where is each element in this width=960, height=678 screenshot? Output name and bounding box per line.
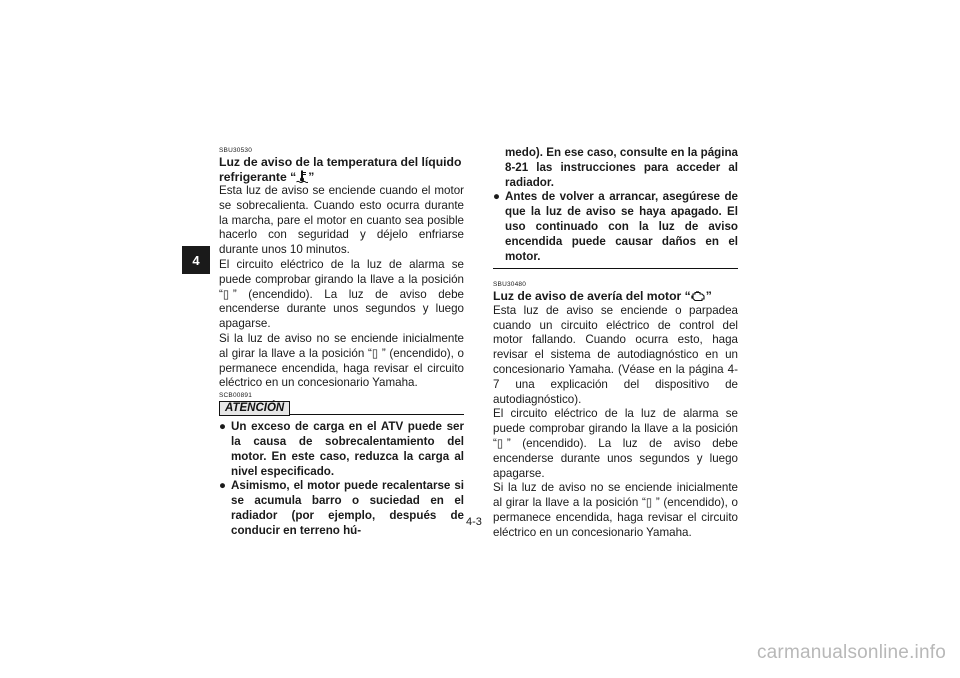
attention-end-rule bbox=[493, 268, 738, 269]
paragraph: Esta luz de aviso se enciende cuando el motor se sobrecalienta. Cuando esto ocurra durante la marcha, pare el motor en cuanto sea posible hacerlo con seguridad y déjelo enfriarse durante unos 10 minutos. bbox=[219, 184, 464, 257]
watermark: carmanualsonline.info bbox=[756, 642, 946, 663]
text-run: El circuito eléctrico de la luz de alarma se puede comprobar girando la llave a la posición “ bbox=[219, 257, 464, 301]
text-run: Si la luz de aviso no se enciende inicialmente al girar la llave a la posición “ bbox=[493, 481, 738, 510]
engine-trouble-icon bbox=[691, 289, 706, 303]
attention-header bbox=[219, 401, 464, 416]
attention-list bbox=[219, 420, 464, 538]
chapter-tab: 4 bbox=[182, 246, 210, 274]
text-run: ” (encendido). La luz de aviso debe encenderse durante unos segundos y luego apagarse. bbox=[493, 437, 738, 480]
section-code: SCB00891 bbox=[219, 392, 253, 400]
paragraph: Esta luz de aviso se enciende o parpadea cuando un circuito eléctrico de control del motor fallando. Cuando ocurra esto, haga revisar el sistema de autodiagnóstico en un concesionario Yamaha. (Véase en la página 4-7 una explicación del dispositivo de autodiagnóstico). bbox=[493, 303, 738, 406]
paragraph bbox=[219, 332, 464, 391]
paragraph bbox=[493, 407, 738, 481]
title-line: refrigerante “ bbox=[219, 169, 297, 184]
paragraph bbox=[219, 258, 464, 332]
key-on-symbol: ▯ bbox=[222, 287, 230, 301]
right-column bbox=[493, 146, 738, 541]
list-item-text: Asimismo, el motor puede recalentarse si se acumula barro o suciedad en el radiador (por ejemplo, después de conducir en terreno hú- bbox=[231, 479, 464, 537]
key-on-symbol: ▯ bbox=[371, 346, 379, 360]
text-run: El circuito eléctrico de la luz de alarma se puede comprobar girando la llave a la posición “ bbox=[493, 407, 738, 451]
key-on-symbol: ▯ bbox=[496, 437, 504, 451]
coolant-temperature-icon bbox=[296, 170, 308, 184]
list-item-text: Un exceso de carga en el ATV puede ser la causa de sobrecalentamiento del motor. En este caso, reduzca la carga al nivel especificado. bbox=[231, 420, 464, 478]
section-code: SBU30480 bbox=[493, 281, 527, 289]
attention-label: ATENCIÓN bbox=[219, 401, 290, 416]
attention-rule bbox=[290, 414, 464, 415]
section-title-coolant bbox=[219, 155, 464, 184]
title-line: ” bbox=[308, 169, 315, 184]
section-code: SBU30530 bbox=[219, 147, 253, 154]
left-column bbox=[219, 147, 464, 539]
text-run: ” (encendido), o permanece encendida, haga revisar el circuito eléctrico en un concesionario Yamaha. bbox=[493, 496, 738, 539]
key-on-symbol: ▯ bbox=[645, 496, 653, 510]
text-run: ” (encendido), o permanece encendida, haga revisar el circuito eléctrico en un concesionario Yamaha. bbox=[219, 346, 464, 390]
attention-list bbox=[493, 190, 738, 264]
title-line: Luz de aviso de la temperatura del líquido bbox=[219, 155, 462, 169]
bullet-icon: ● bbox=[493, 190, 501, 204]
list-item bbox=[493, 190, 738, 264]
title-line: Luz de aviso de avería del motor “ bbox=[493, 289, 691, 304]
bullet-icon: ● bbox=[219, 420, 227, 434]
text-run: ” (encendido). La luz de aviso debe encenderse durante unos segundos y luego apagarse. bbox=[219, 287, 464, 331]
text-run: Si la luz de aviso no se enciende inicialmente al girar la llave a la posición “ bbox=[219, 331, 464, 360]
list-item-text: Antes de volver a arrancar, asegúrese de que la luz de aviso se haya apagado. El uso continuado con la luz de aviso encendida puede causar daños en el motor. bbox=[505, 190, 738, 263]
list-item bbox=[219, 420, 464, 479]
section-title-engine bbox=[493, 289, 738, 304]
list-item bbox=[219, 479, 464, 538]
paragraph bbox=[493, 481, 738, 540]
title-line: ” bbox=[705, 289, 712, 304]
list-item-continuation: medo). En ese caso, consulte en la página 8-21 las instrucciones para acceder al radiador. bbox=[505, 146, 738, 189]
bullet-icon: ● bbox=[219, 479, 227, 493]
page-number: 4-3 bbox=[466, 516, 482, 528]
